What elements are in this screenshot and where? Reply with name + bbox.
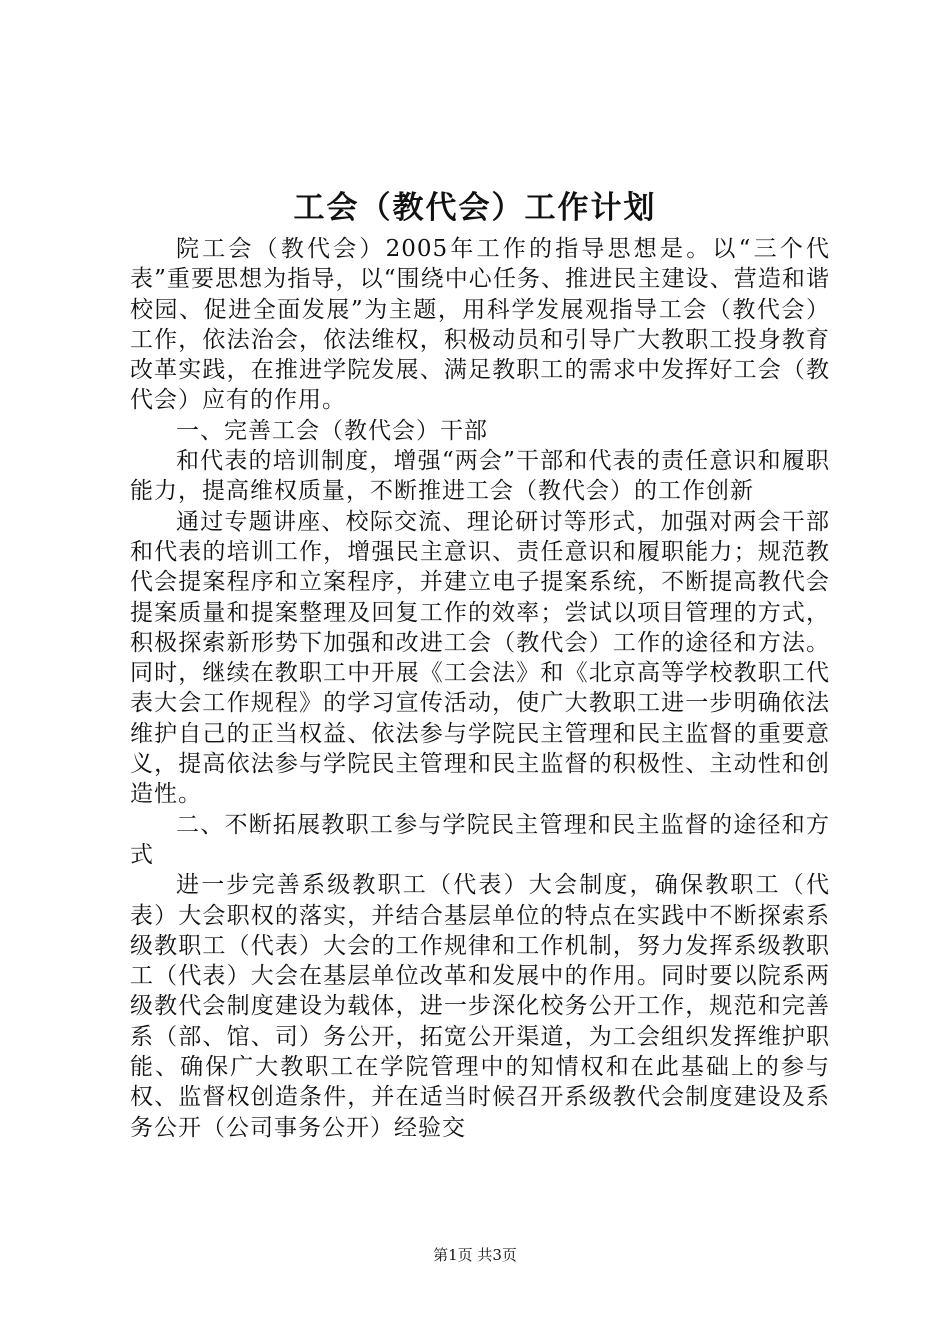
section-heading-2: 二、不断拓展教职工参与学院民主管理和民主监督的途径和方式 [130,811,830,868]
document-body [130,234,830,1143]
paragraph: 和代表的培训制度，增强“两会”干部和代表的责任意识和履职能力，提高维权质量，不断推进工会（教代会）的工作创新 [130,448,830,505]
page-footer: 第1页 共3页 [433,1246,517,1264]
paragraph-intro: 院工会（教代会）2005年工作的指导思想是。以“三个代表”重要思想为指导，以“围绕中心任务、推进民主建设、营造和谐校园、促进全面发展”为主题，用科学发展观指导工会（教代会）工作，依法治会，依法维权，积极动员和引导广大教职工投身教育改革实践，在推进学院发展、满足教职工的需求中发挥好工会（教代会）应有的作用。 [130,236,830,414]
document-title: 工会（教代会）工作计划 [293,190,657,226]
paragraph: 通过专题讲座、校际交流、理论研讨等形式，加强对两会干部和代表的培训工作，增强民主意识、责任意识和履职能力；规范教代会提案程序和立案程序，并建立电子提案系统，不断提高教代会提案质量和提案整理及回复工作的效率；尝试以项目管理的方式，积极探索新形势下加强和改进工会（教代会）工作的途径和方法。同时，继续在教职工中开展《工会法》和《北京高等学校教职工代表大会工作规程》的学习宣传活动，使广大教职工进一步明确依法维护自己的正当权益、依法参与学院民主管理和民主监督的重要意义，提高依法参与学院民主管理和民主监督的积极性、主动性和创造性。 [130,508,830,808]
section-heading-1: 一、完善工会（教代会）干部 [176,417,488,444]
paragraph: 进一步完善系级教职工（代表）大会制度，确保教职工（代表）大会职权的落实，并结合基层单位的特点在实践中不断探索系级教职工（代表）大会的工作规律和工作机制，努力发挥系级教职工（代表）大会在基层单位改革和发展中的作用。同时要以院系两级教代会制度建设为载体，进一步深化校务公开工作，规范和完善系（部、馆、司）务公开，拓宽公开渠道，为工会组织发挥维护职能、确保广大教职工在学院管理中的知情权和在此基础上的参与权、监督权创造条件，并在适当时候召开系级教代会制度建设及系务公开（公司事务公开）经验交 [130,872,830,1141]
